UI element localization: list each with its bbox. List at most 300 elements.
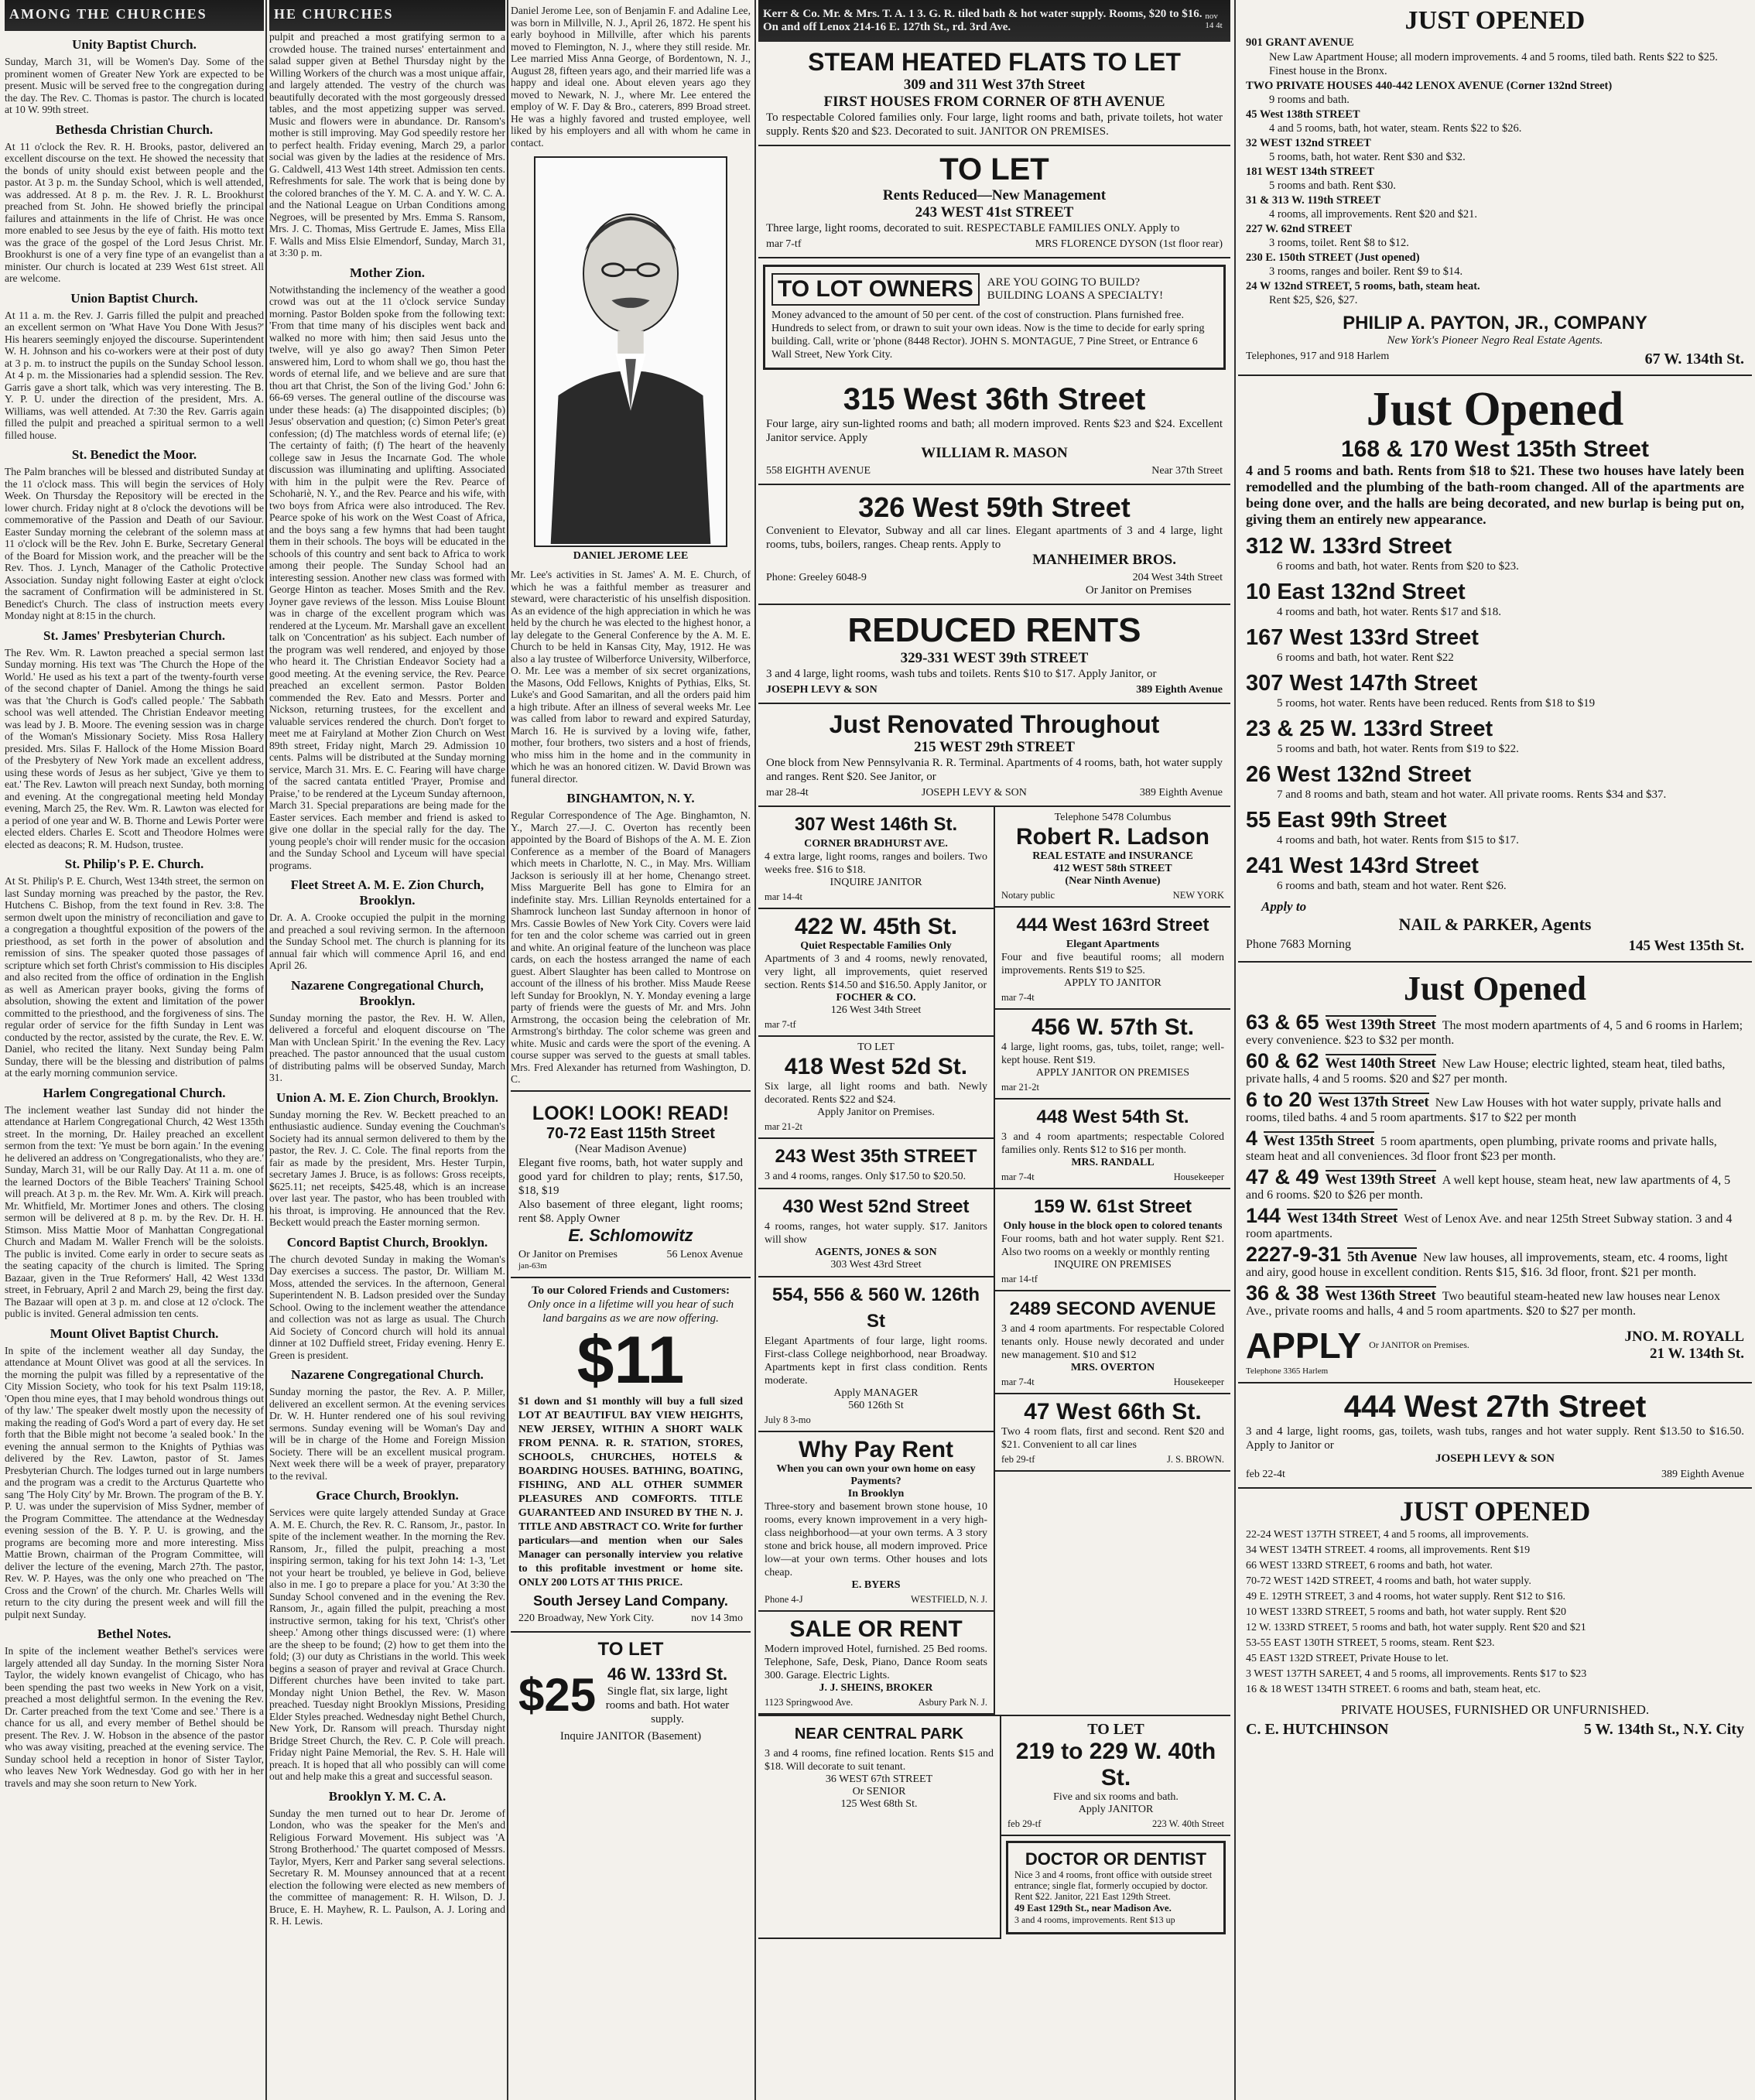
ad-address: 303 West 43rd Street [830,1259,922,1271]
land-company-ad [511,1278,751,1633]
ad-title: Robert R. Ladson [1015,824,1209,850]
ad-or: Or Janitor on Premises [1085,584,1192,597]
section-heading: Unity Baptist Church. [72,37,197,52]
ad-text: 4 large, light rooms, gas, tubs, toilet, range; well-kept house. Rent $19. [1001,1041,1224,1066]
ad-text: 4 rooms, ranges, hot water supply. $17. Janitors will show [765,1221,987,1246]
small-ad [758,1189,994,1277]
ad-near: (Near Madison Avenue) [575,1142,686,1155]
listing-detail: 9 rooms and bath. [1269,94,1350,106]
ad-right: NEW YORK [1172,890,1224,901]
listing-item [1246,1242,1744,1280]
ad-sub: Quiet Respectable Families Only [800,940,952,952]
listing-item [1246,1281,1744,1318]
masthead-strip: AMONG THE CHURCHES [5,0,264,31]
ad-title: 243 West 35th STREET [775,1146,977,1167]
listing-item [1246,136,1744,165]
portrait-illustration [535,158,726,546]
ad-sub: Rents Reduced—New Management [882,187,1107,204]
ad-text: Nice 3 and 4 rooms, front office with outside street entrance; single flat, formerly occupied by doctor. Rent $22. Janitor, 221 East 129th Street. [1014,1869,1213,1902]
agency-address: 67 W. 134th St. [1644,350,1744,368]
ad-row [766,238,1223,251]
listing-detail: 6 rooms and bath, steam and hot water. Rent $26. [1277,879,1507,892]
listing-line: 49 E. 129TH STREET, 3 and 4 rooms, hot water supply. Rent $12 to $16. [1246,1590,1565,1602]
section-heading: St. Benedict the Moor. [71,447,197,462]
listings [1246,36,1744,308]
ad-extra: 560 126th St [848,1400,904,1411]
ad-326-west-59th [758,485,1230,605]
ad-title: DOCTOR OR DENTIST [1025,1849,1207,1869]
ad-pre: TO LET [857,1041,895,1053]
agent-name: JNO. M. ROYALL [1624,1328,1744,1345]
listing-title: 10 East 132nd Street [1246,579,1466,604]
ad-address: 125 West 68th St. [840,1798,918,1810]
listing-item [1246,193,1744,222]
small-ad [758,1037,994,1139]
nail-parker-ad [1238,376,1752,963]
listing-address: 901 GRANT AVENUE [1246,36,1354,49]
listing-detail: 4 and 5 rooms, bath, hot water, steam. Rents $22 to $26. [1269,122,1522,135]
section-body: Sunday morning the Rev. W. Beckett preached to an enthusiastic audience. Sunday evening the Couchman's Society had its annual sermon delivered to them by the pastor, the Rev. J. C. Cole. The final reports from the fair as made by the president, Mrs. Hester Turpin, secretary James J. Bruce, is as follows: Gross receipts, $625.11; net receipts, $425.48, which is an increase over last year. The pastor, who has been troubled with his throat, is improving. He announced that the Rev. Beckett would preach the Easter morning sermon. [269,1108,505,1228]
listing-item [1246,1087,1744,1125]
ad-text: Four rooms, bath and hot water supply. Rent $21. Also two rooms on a weekly or monthly renting [1001,1233,1224,1258]
ad-body: $1 down and $1 monthly will buy a full sized LOT AT BEAUTIFUL BAY VIEW HEIGHTS, NEW JERSEY, WITHIN A SHORT WALK FROM PENNA. R. R. STATION, STORES, SCHOOLS, CHURCHES, HOTELS & BOARDING HOUSES. BATHING, BOATING, FISHING, AND ALL OTHER SUMMER PLEASURES AND COMFORTS. TITLE GUARANTEED AND INSURED BY THE N. J. TITLE AND ABSTRACT CO. Write for further particulars—and mention when our Sales Manager can personally interview you relative to this profitable investment or home site. ONLY 200 LOTS AT THIS PRICE. [518,1395,743,1589]
listing-address: 5th Avenue [1347,1248,1418,1265]
ad-row [1001,1377,1224,1388]
ad-title: 444 West 163rd Street [1016,915,1209,935]
section-body: pulpit and preached a most gratifying sermon to a crowded house. The trained nurses' entertainment and salad supper given at Bethel Thursday night by the Willing Workers of the church was a most unique affair, and largely attended. The vestry of the church was beautifully decorated with the most gorgeously dressed tables, and the most appetizing supper was served. Music and flowers were in abundance. Dr. Ransom's mother is still improving. May God speedily restore her to perfect health. Friday evening, March 29, a parlor social was given by the ladies at the residence of Mrs. G. Caldwell, 413 West 14th street. Admission ten cents. Refreshments for sale. The work that is being done by the colored branches of the Y. M. C. A. and Y. W. C. A. and the National League on Urban Conditions among Negroes, will be presented by Mrs. Emma S. Ransom, Mrs. J. C. Thomas, Miss Gertrude E. James, Miss Ella F. Walls and Miss Elsie Elmendorf, Sunday, March 31, at 3:30 p. m. [269,31,505,258]
listing-title: 241 West 143rd Street [1246,853,1479,878]
listings [1246,1527,1744,1698]
ad-text: Elegant five rooms, bath, hot water supply and good yard for children to play; rents, $17.50, $18, $19 [518,1156,743,1197]
ad-address: 389 Eighth Avenue [1136,684,1223,696]
section-heading: Mother Zion. [350,265,425,280]
ad-text: Three-story and basement brown stone house, 10 rooms, every known improvement in a very high-class neighborhood—at your own terms. A 3 story stone and brick house, all modern improved. Price low—at your own terms. Other houses and lots cheap. [765,1501,987,1578]
look-look-read-ad [511,1096,751,1278]
listing-line: 70-72 WEST 142D STREET, 4 rooms and bath, hot water supply. [1246,1575,1531,1587]
ad-title: 422 W. 45th St. [794,914,958,939]
rental-ad [758,146,1230,258]
ad-right: J. S. BROWN. [1167,1454,1224,1465]
listing-line: 45 EAST 132D STREET, Private House to let. [1246,1652,1449,1664]
listing-address: West 139th Street [1325,1016,1436,1033]
ad-row [1001,1171,1224,1183]
church-news-column-2 [269,0,505,2100]
listing-number: 6 to 20 [1246,1087,1312,1111]
classified-ads-column [758,0,1230,2100]
ad-title: 456 W. 57th St. [1031,1014,1195,1040]
listing-detail: 5 rooms, hot water. Rents have been reduced. Rents from $18 to $19 [1277,696,1596,710]
small-ad [995,807,1230,908]
lot-owners-box [763,265,1226,370]
bottom-right-ads [1000,1716,1230,1939]
ad-text: 4 and 5 rooms and bath. Rents from $18 to $21. These two houses have lately been remodelled and the plumbing of the bath-room changed. All of the apartments are being done over, and the halls are being decorated, and new burlap is being put on, giving them an entirely new appearance. [1246,462,1744,527]
ad-text: Six large, all light rooms and bath. Newly decorated. Rents $22 and $24. [765,1081,987,1106]
section-body: At 11 a. m. the Rev. J. Garris filled the pulpit and preached an excellent sermon on 'What Have You Done With Jesus?' His hearers seemingly enjoyed the discourse. Superintendent W. H. Johnson and his co-workers were at their post of duty at 3 p. m. to instruct the pupils on the Sunday School lesson. At 4 p. m. the Missionaries had a splendid session. The Rev. Garris gave a short talk, which was very interesting. The B. Y. P. U. under the direction of the president, Mrs. A. Williams, was well attended. At 7:30 the Rev. Garris again filled the pulpit and preached a spiritual sermon to a well filled house. [5,309,264,441]
ad-apply: APPLY TO JANITOR [1064,977,1161,989]
small-ad [995,1010,1230,1100]
ad-address: 389 Eighth Avenue [1661,1468,1744,1480]
column-rule [265,0,267,2100]
column-rule [507,0,508,2100]
ad-footer: PRIVATE HOUSES, FURNISHED OR UNFURNISHED. [1340,1702,1650,1717]
ad-company: South Jersey Land Company. [533,1592,728,1609]
listing-detail: Two beautiful steam-heated new law houses near Lenox Ave., private rooms and halls, 4 and 5 room apartments. $20 to $27 per month. [1246,1289,1720,1318]
small-ad [758,1277,994,1432]
ad-code: jan-63m [518,1260,547,1271]
listing-detail: 3 rooms, ranges and boiler. Rent $9 to $14. [1269,265,1463,278]
listing-item [1246,165,1744,193]
ad-title: 430 West 52nd Street [782,1196,970,1217]
ad-apply: APPLY JANITOR ON PREMISES [1035,1067,1190,1079]
top-banner [758,0,1230,42]
section-heading: Nazarene Congregational Church. [291,1367,484,1382]
ad-title: 159 W. 61st Street [1033,1196,1192,1217]
to-let-219-229-ad [1001,1716,1230,1836]
ad-title: 326 West 59th Street [858,491,1131,523]
ad-sub: When you can own your own home on easy Payments? [776,1463,976,1487]
section-heading: Bethel Notes. [97,1626,172,1641]
ad-apply: INQUIRE JANITOR [830,877,922,888]
ad-code: mar 7-4t [1001,1377,1035,1387]
ad-agent: JOSEPH LEVY & SON [921,787,1027,799]
small-ad [758,909,994,1037]
ad-row [1001,992,1224,1004]
church-sections [5,37,264,1789]
section-heading: Union Baptist Church. [70,290,198,306]
listing-title: 26 West 132nd Street [1246,761,1472,787]
listing-address: 227 W. 62nd STREET [1246,222,1353,235]
ad-text: 3 and 4 rooms, ranges. Only $17.50 to $20.50. [765,1171,966,1182]
ad-444-west-27th [1238,1383,1752,1489]
ad-title: NEAR CENTRAL PARK [794,1725,964,1743]
ad-title: 448 West 54th St. [1036,1106,1189,1127]
ad-owner: E. Schlomowitz [568,1225,693,1245]
apply-word: APPLY [1246,1325,1362,1366]
ad-title: JUST OPENED [1404,6,1586,35]
small-ad [758,1612,994,1715]
listing-detail: New Law Houses with hot water supply, private halls and rooms, tiled baths. 4 and 5 room apartments. $17 to $22 per month [1246,1096,1722,1124]
listing-line: 16 & 18 WEST 134TH STREET. 6 rooms and bath, steam heat, etc. [1246,1683,1541,1695]
ad-agent: MRS. RANDALL [1071,1157,1155,1168]
ad-sub: 215 WEST 29th STREET [914,739,1075,755]
listing-title: 23 & 25 W. 133rd Street [1246,716,1493,741]
ad-footer: 49 East 129th St., near Madison Ave. [1014,1902,1172,1914]
hutchinson-ad [1238,1489,1752,1745]
ad-code: mar 7-4t [1001,992,1035,1003]
ad-text: Elegant Apartments of four large, light rooms. First-class College neighborhood, near Broadway. Apartments kept in first class condition. Rents moderate. [765,1336,987,1387]
listing-detail: The most modern apartments of 4, 5 and 6 rooms in Harlem; every convenience. $23 to $32 per month. [1246,1018,1743,1047]
payton-just-opened-ad [1238,0,1752,376]
ad-address: 204 West 34th Street [1132,572,1223,583]
ad-code: mar 7-tf [765,1019,796,1030]
ad-code: mar 14-tf [1001,1274,1038,1284]
ad-sub: 309 and 311 West 37th Street [903,77,1086,93]
listing-title: 312 W. 133rd Street [1246,533,1452,559]
ad-address: 46 W. 133rd St. [607,1664,728,1684]
listing-title: 167 West 133rd Street [1246,624,1479,650]
small-ads-right [994,807,1230,1715]
lot-text: Money advanced to the amount of 50 per cent. of the cost of construction. Plans furnished free. Hundreds to select from, or drawn to suit your own ideas. Now is the time to decide for early spring building. Call, write or 'phone (8448 Rector). JOHN S. MONTAGUE, 7 Pine Street, or Entrance 6 Wall Street, New York City. [771,310,1205,361]
listing-address: West 136th Street [1325,1287,1436,1304]
church-news-column-1 [5,0,264,2100]
section-heading: Bethesda Christian Church. [55,121,214,137]
listing-number: 2227-9-31 [1246,1242,1342,1266]
bottom-ads-grid [758,1715,1230,1939]
ad-agent: AGENTS, JONES & SON [815,1247,937,1258]
ad-text: Apartments of 3 and 4 rooms, newly renovated, very light, all improvements, quiet reserved section. Rents $14.50 and $16.50. Apply Janitor, or [765,953,987,991]
ad-address: 36 WEST 67th STREET [825,1773,933,1785]
ad-code: mar 7-4t [1001,1171,1035,1182]
obituary-intro: Daniel Jerome Lee, son of Benjamin F. and Adaline Lee, was born in Millville, N. J., April 26, 1872. He spent his early boyhood in Millville, after which his parents moved to Flemington, N. J., where they still reside. Mr. Lee married Miss Anna George, of Bordentown, N. J., August 28, fifteen years ago, and their married life was a happy and ideal one. About eleven years ago they moved to Newark, N. J., where Mr. Lee entered the employ of W. F. Day & Bro., caterers, 899 Broad street. He was a highly favored and trusted employee, well liked by his employers and all with whom he came in contact. [511,5,751,149]
listing-address: West 139th Street [1325,1171,1436,1188]
listing-detail: 5 rooms, bath, hot water. Rent $30 and $32. [1269,151,1466,163]
listing-address: 45 West 138th STREET [1246,108,1360,121]
listing-detail: 6 rooms and bath, hot water. Rents from $20 to $23. [1277,559,1519,573]
listing-detail: Rent $25, $26, $27. [1269,294,1358,306]
ad-title: SALE OR RENT [789,1616,963,1642]
listings [1246,534,1744,893]
doctor-or-dentist-box [1006,1841,1226,1934]
listing-detail: 3 rooms, toilet. Rent $8 to $12. [1269,237,1409,249]
ad-sub: 168 & 170 West 135th Street [1341,436,1649,462]
listing-line: 22-24 WEST 137TH STREET, 4 and 5 rooms, all improvements. [1246,1528,1529,1541]
ad-row [765,891,987,903]
ad-text: 3 and 4 large, light rooms, gas, toilets, wash tubs, ranges and hot water supply. Rent $13.50 to $16.50. Apply to Janitor or [1246,1425,1744,1452]
section-body: The Rev. Wm. R. Lawton preached a special sermon last Sunday morning. His text was 'The Church the Hope of the World.' He used as his text a part of the twenty-fourth verse of the second chapter of Daniel. Among the things he said was that 'the Church is God's called people.' The Sabbath school was well attended. The Christian Endeavor meeting was lead by J. B. Moore. The evening session was in charge of the Woman's Missionary Society. Miss Rosa Hallery presided. Mrs. Silas F. Hallock of the Home Mission Board of the Presbytery of New York made an excellent address, using these words of Jesus as her subject, 'Give ye them to eat.' The Rev. Lawton will preach next Sunday, both morning and evening. At the congregational meeting held Monday evening, March 25, the Rev. Wm. R. Lawton was elected for a period of one year and W. B. Thorne and Lewis Porter were elected elders. Charles E. Scott and Theodore Holmes were elected as deacons; R. M. Hudson, trustee. [5,646,264,850]
listing-item [1246,222,1744,251]
ad-text: Modern improved Hotel, furnished. 25 Bed rooms. Telephone, Safe, Desk, Piano, Dance Room seats 300. Garage. Electric Lights. [765,1643,987,1681]
column-rule [1234,0,1236,2100]
agent-address: 21 W. 134th St. [1650,1345,1744,1362]
listing-number: 36 & 38 [1246,1281,1319,1305]
listing-line: 34 WEST 134TH STREET. 4 rooms, all improvements. Rent $19 [1246,1544,1531,1556]
ad-agent: MANHEIMER BROS. [1032,552,1176,568]
ad-sub: 412 WEST 58th STREET [1053,863,1172,874]
section-body: The Palm branches will be blessed and distributed Sunday at the 11 o'clock mass. This will begin the services of Holy Week. On Thursday the Repository will be erected in the lower church. Friday night at 8 o'clock the devotions will be commemorative of the Passion and Death of our Saviour. Easter Sunday morning the celebrant of the solemn mass at 11 o'clock will be the Rev. John E. Burke, Secretary General of the Board for Mission work, and the preacher will be the Rev. Thos. J. Lynch, Manager of the Catholic Protective Association. Sunday night following Easter at eight o'clock the sacrament of Confirmation will be administered in St. Benedict's Church. The class of instruction meets every Monday night at 8:15 in the church. [5,466,264,621]
ad-title: 219 to 229 W. 40th St. [1015,1739,1216,1790]
ad-agent: JOSEPH LEVY & SON [766,684,878,696]
top-banner-code: nov 14 4t [1205,12,1223,30]
listing-detail: 4 rooms and bath, hot water. Rents $17 and $18. [1277,605,1501,618]
listing-number: 60 & 62 [1246,1048,1319,1072]
ad-apply: Apply JANITOR [1078,1804,1154,1815]
ad-agent: FOCHER & CO. [836,992,916,1004]
ad-footer: 3 and 4 rooms, improvements. Rent $13 up [1014,1914,1175,1925]
ad-row [1001,1082,1224,1093]
agent-name: C. E. HUTCHINSON [1246,1720,1389,1738]
ad-text: 4 extra large, light rooms, ranges and boilers. Two weeks free. $16 to $18. [765,851,987,876]
small-ad [995,1189,1230,1291]
ad-row [765,1121,987,1133]
obituary-body: Mr. Lee's activities in St. James' A. M. E. Church, of which he was a faithful member as treasurer and steward, were characteristic of his unselfish disposition. As an evidence of the high appreciation in which he was held by the church he was elected to the highest honor, a lay delegate to the General Conference by the A. M. E. Church to be held in Kansas City, May, 1912. He was also a lay trustee of Wilberforce University, Wilberforce, O. Mr. Lee was a member of six secret organizations, the Masons, Odd Fellows, Knights of Pythias, Elks, St. Luke's and Good Samaritan, and all the orders paid him a high tribute. After an illness of several weeks Mr. Lee was called from labor to reward and expired Saturday, March 16. He is survived by a loving wife, father, mother, four brothers, two sisters and a host of friends, who miss him in the home and in the community in which he was an honored citizen. W. David Brown was funeral director. [511,569,751,785]
listing-title: 55 East 99th Street [1246,807,1447,833]
agency-sub: New York's Pioneer Negro Real Estate Agents. [1387,333,1603,347]
section-heading: Grace Church, Brooklyn. [316,1488,459,1503]
ad-right: Near 37th Street [1151,465,1223,477]
listing-line: 66 WEST 133RD STREET, 6 rooms and bath, hot water. [1246,1559,1493,1572]
section-body: In spite of the inclement weather all day Sunday, the attendance at Mount Olivet was good at all the services. In the morning the pulpit was filled by a representative of the City Mission Society, who took for his text Psalm 119:18, 'Open thou mine eyes, that I may behold wondrous things out of thy law.' The speaker dwelt mostly upon the necessity of making the reading of God's Word a part of every day. He set forth that the Bible might not become 'a sealed book.' In the evening the annual sermon to the Knights of Pythias was delivered by the Rev. Lawton, pastor of St. James Presbyterian Church. The lodges turned out in large numbers and the program was a credit to the Arcturus Quartette who sang 'The Holy City' by Mr. Brown. The program of the B. Y. P. U. was under the supervision of Miss Sydner, member of the Program Committee. The attendance at the Wednesday evening session of the B. Y. P. U. is growing, and the programs are becoming more and more interesting. Miss Mattie Brown, chairman of the Program Committee, will deliver the lecture of the evening, March 27th. The pastor, Rev. W. P. Hayes, was the only one who preached on 'The Cross and the Crown' of the church. Mr. Charles Wells will return to the city during the present week and will fill the pulpit next Sunday. [5,1344,264,1620]
section-body: At St. Philip's P. E. Church, West 134th street, the sermon on last Sunday morning was preached by the pastor, the Rev. Hutchens C. Bishop, from the text found in Rev. 3:8. The sermon dwelt upon the ministry of reconciliation and gave to a congregation a thoughtful exposition of the powers of the priesthood, as set forth in the power of absolution and remission of sins. The speaker quoted those passages of scripture which set forth Christ's commission to His disciples and also recited from the office of ordination in the English as well as American prayer books, giving the forms of absolution, showing the extent and limitation of the power committed to the priesthood, and the forgiveness of sins. The regular order of service for the fifth Sunday in Lent was conducted by the rector, assisted by the curate, the Rev. E. W. Daniel, who recited the litany. Next Sunday being Palm Sunday, there will be the blessing and distribution of palms at the early morning communion service. [5,875,264,1079]
section-body: Sunday the men turned out to hear Dr. Jerome of London, who was the speaker for the Men's and Religious Forward Movement. His subject was 'A Strong Brotherhood.' The quartet composed of Messrs. Taylor, Myers, Kerr and Parker sang several selections. Secretary R. M. Mounsey announced that at a recent election the following were elected as new members of the committee of management: R. H. Wilson, D. J. Bruce, E. H. Mayhew, R. L. Paulson, A. J. Loring and R. H. Lewis. [269,1807,505,1927]
listing-item [1246,279,1744,308]
section-heading: St. James' Presbyterian Church. [43,628,225,643]
ad-title: Just Opened [1404,969,1586,1007]
ad-ave: 56 Lenox Avenue [666,1248,743,1260]
ad-text: 3 and 4 rooms, fine refined location. Rents $15 and $18. Will decorate to suit tenant. [765,1748,994,1773]
agency-address: 145 West 135th St. [1628,937,1744,954]
ad-title: 554, 556 & 560 W. 126th St [771,1284,980,1332]
listing-address: 181 WEST 134th STREET [1246,165,1374,178]
ad-sub: CORNER BRADHURST AVE. [804,838,948,850]
ad-text: 3 and 4 room apartments. For respectable Colored tenants only. House newly decorated and under new management. $10 and $12 [1001,1323,1224,1361]
ad-title: 315 West 36th Street [843,382,1146,416]
listing-item [1246,36,1744,79]
ad-agent: E. BYERS [851,1579,901,1591]
listing-address: TWO PRIVATE HOUSES 440-442 LENOX AVENUE (Corner 132nd Street) [1246,79,1613,92]
section-body: Notwithstanding the inclemency of the weather a good crowd was out at the 11 o'clock service Sunday morning. Pastor Bolden spoke from the following text: 'From that time many of his disciples went back and walked no more with him; then said Jesus unto the twelve, will ye also go away? Then Simon Peter answered him, Lord to whom shall we go, thou hast the words of eternal life, and we believe and are sure that thou art that Christ, the Son of the living God.' John 6: 66-69 verses. The general outline of the discourse was under these heads: (a) The disappointed disciples; (b) Jesus' observation and question; (c) Simon Peter's great confession; (d) The matchless words of eternal life; (e) The certainty of faith; (f) The heart of the heavenly college saw in Jesus the Incarnate God. The whole discussion was illuminating and uplifting. Associated with him in the pulpit were the Rev. Pearce of Schohariè, N. Y., and the Rev. Pearce and his wife, with two boys from Africa were also introduced. The Rev. Pearce spoke of his work on the West Coast of Africa, and the boys sang a few hymns that had been taught them in their schools. The boys will be educated in the schools of this country and sent back to Africa to work among their people. The Sunday School had an interesting session. Another new class was formed with George Hinton as teacher. Moses Smith and the Rev. Joyner gave reviews of the lesson. Miss Louise Blount was in charge of the excellent program which was rendered at the Lyceum. Mr. Marshall gave an excellent talk on 'Concentration' as his subject. Each number of the program was well rendered, and enjoyed by those who heard it. The Christian Endeavor Society had a good meeting. At the evening service, the Rev. Pearce preached an excellent sermon. Pastor Bolden commended the Rev. Eato and Messrs. Porter and Nickson, returning trustees, for the excellent and valuable services rendered the church. Don't forget to meet me at Fairyland at Mother Zion Church on West 89th street, Friday night, March 29. Admission 10 cents. Palms will be distributed at the Sunday morning service, March 31. Mrs. E. C. Fearing will have charge of the sacred cantata entitled 'Prayer, Promise and Praise,' to be rendered at the Lyceum Sunday afternoon, March 31. Special preparations are being made for the Easter services. Each member and friend is asked to give one dollar in the special rally for the day. The young people's choir will render music for the occasion and the Sunday School and Lyceum will have special programs. [269,283,505,871]
top-banner-text: Kerr & Co. Mr. & Mrs. T. A. 1 3. G. R. tiled bath & hot water supply. Rooms, $20 to $16. On and off Lenox 214-16 E. 127th St., rd. 3rd Ave. [763,8,1202,33]
section-body: In spite of the inclement weather Bethel's services were largely attended all day Sunday. In the morning Sister Nora Taylor, the widely known evangelist of Chicago, who has been spending the past two weeks in New York on a visit, preached a most delightful sermon. In the evening the Rev. Dr. Carter preached from the text 'Come and see.' There is a chance for us all, and every member of Bethel should be present. The Rev. J. W. Hobson in the absence of the pastor who was away visiting, preached at the evening service. The Sunday school held a reception in honor of Sister Taylor, who leaves New York Wednesday. God go with her in her travels and may she soon return to New York. [5,1645,264,1789]
listing-detail: 5 rooms and bath. Rent $30. [1269,180,1396,192]
ad-title: Just Opened [1366,382,1624,436]
agent-address: 5 W. 134th St., N.Y. City [1583,1720,1744,1738]
ad-text: To respectable Colored families only. Four large, light rooms and bath, private toilets, hot water supply. Rents $20 and $23. Decorated to suit. JANITOR ON PREMISES. [766,111,1223,138]
ad-agent: WILLIAM R. MASON [921,445,1068,461]
ad-sub: (Near Ninth Avenue) [1065,875,1161,887]
listing-address: West 137th Street [1318,1093,1429,1110]
ad-title: Why Pay Rent [798,1437,954,1462]
agency-name: NAIL & PARKER, Agents [1398,914,1592,934]
listing-item [1246,251,1744,279]
section-heading: Harlem Congregational Church. [43,1085,226,1100]
section-body: At 11 o'clock the Rev. R. H. Brooks, pastor, delivered an excellent discourse on the text. He showed the necessity that the bonds of unity should exist between people and the pastor. At 3 p. m. the Sunday School, which is well attended, was addressed. At 8 p. m. the Rev. J. R. L. Brookhurst preached from St. John. He showed briefly the principal failures and attainments in the life of Christ. He was once more enabled to see Jesus by the eye of faith. His motto text was the grace of the gospel of the Lord Jesus Christ. Mr. Brookhurst is one of a very fine type of an evangelist than a minister. Our church is located at 239 West 61st street. All are welcome. [5,140,264,284]
ad-apply: Apply Janitor on Premises. [817,1106,935,1118]
ad-row [765,1414,987,1426]
listing-address: West 135th Street [1264,1132,1375,1149]
ad-code: mar 28-4t [766,787,809,799]
ad-sub: FIRST HOUSES FROM CORNER OF 8TH AVENUE [823,94,1165,110]
just-renovated-ad [758,704,1230,807]
listing-number: 63 & 65 [1246,1010,1319,1034]
ad-title: Just Renovated Throughout [829,710,1160,738]
listing-detail: 5 room apartments, open plumbing, private rooms and private halls, steam heat and all conveniences. 3d floor front $23 per month. [1246,1134,1717,1163]
ad-row [765,1019,987,1031]
ad-title: JUST OPENED [1399,1495,1591,1527]
apply-or: Or JANITOR on Premises. [1369,1339,1469,1350]
ad-title: 418 West 52d St. [784,1054,968,1079]
section-body: The church devoted Sunday in making the Woman's Day exercises a success. The pastor, Dr. William M. Moss, attended the services. In the afternoon, General Superintendent N. B. Ladson presided over the Sunday School. Owing to the inclement weather the attendance and collection was not as large as usual. The Church Aid Society of Concord church will hold its annual dinner at 102 Duffield street, Friday evening. Henry E. Green is president. [269,1253,505,1361]
ad-text: Convenient to Elevator, Subway and all car lines. Elegant apartments of 3 and 4 large, light rooms, tubs, boilers, ranges. Cheap rents. Apply to [766,525,1223,551]
reduced-rents-ad [758,605,1230,704]
ad-text: Two 4 room flats, first and second. Rent $20 and $21. Convenient to all car lines [1001,1426,1224,1451]
ad-left: Notary public [1001,890,1055,901]
listing-detail: A well kept house, steam heat, new law apartments of 4, 5 and 6 rooms. $20 to $26 per month. [1246,1173,1731,1202]
section-heading: Mount Olivet Baptist Church. [50,1325,219,1341]
agent-phone: Telephone 3365 Harlem [1246,1366,1329,1376]
listing-detail: New Law House; electric lighted, steam heat, tiled baths, private halls, 4 and 5 rooms. $20 and $27 per month. [1246,1057,1726,1086]
listing-item [1246,1126,1744,1164]
ad-code: mar 7-tf [766,238,802,250]
listing-address: 32 WEST 132nd STREET [1246,136,1371,149]
listing-line: 3 WEST 137TH SAREET, 4 and 5 rooms, all improvements. Rents $17 to $23 [1246,1667,1587,1680]
listing-detail: 4 rooms, all improvements. Rent $20 and $21. [1269,208,1478,221]
listing-line: 10 WEST 133RD STREET, 5 rooms and bath, hot water supply. Rent $20 [1246,1606,1567,1618]
church-sections [269,31,505,1927]
masthead-strip: HE CHURCHES [269,0,505,31]
column-rule [754,0,756,2100]
section-heading: Nazarene Congregational Church, Brooklyn. [291,977,484,1008]
ad-phone: Phone: Greeley 6048-9 [766,572,867,583]
listing-address: 230 E. 150th STREET (Just opened) [1246,251,1420,264]
to-let-46-w-133rd-ad [511,1633,751,1749]
ad-title: REDUCED RENTS [847,611,1141,649]
ad-right: Asbury Park N. J. [918,1697,987,1708]
ad-address: 223 W. 40th Street [1151,1818,1224,1829]
real-estate-column [1238,0,1752,2100]
ad-text: Single flat, six large, light rooms and bath. Hot water supply. [605,1684,730,1725]
ad-address: 389 Eighth Avenue [1139,787,1223,799]
listing-address: 24 W 132nd STREET, 5 rooms, bath, steam heat. [1246,279,1480,292]
ad-title: 307 West 146th St. [794,814,958,835]
ad-apply: Inquire JANITOR (Basement) [559,1729,702,1743]
near-central-park-ad [758,1716,1000,1939]
listing-detail: West of Lenox Ave. and near 125th Street Subway station. 3 and 4 room apartments. [1246,1212,1733,1240]
ad-text: Also basement of three elegant, light rooms; rent $8. Apply Owner [518,1198,743,1225]
listing-item [1246,1203,1744,1241]
agency-phone: Telephones, 917 and 918 Harlem [1246,350,1390,362]
small-ad [995,1291,1230,1394]
lot-question: BUILDING LOANS A SPECIALTY! [987,289,1164,302]
listing-number: 4 [1246,1126,1258,1150]
ad-text: Three large, light rooms, decorated to suit. RESPECTABLE FAMILIES ONLY. Apply to [766,222,1180,234]
listing-detail: 7 and 8 rooms and bath, steam and hot water. All private rooms. Rents $34 and $37. [1277,788,1667,801]
section-body: The inclement weather last Sunday did not hinder the attendance at Harlem Congregational Church, 42 West 135th street. In the morning, Dr. Hailey preached an excellent sermon from the text: 'Ye must be born again.' In the evening he delivered an address on 'Congregationalists, who they are.' Sunday, March 31, will be our Rally Day. At 11 a. m. one of the learned Doctors of the Bible Teachers' Training School will preach. At 3 p. m. the Rev. Mr. Wm. A. Kirk will preach. Mr. Whitfield, Mr. Mortimer Jones and others. The closing sermon will be delivered at 8 p. m. by the Rev. Dr. H. H. Stimson. Miss Mattie Moor of Manhattan Congregational Church and Madam M. Waller French will be the soloists. The public is invited. Come early in order to secure seats as the seating capacity of the church is limited. The Spring Bazaar, given in the True Reformers' Hall, 42 West 133d street, in February, April 2 and March 29, being the first day. The Bazaar will open at 3 p. m. and close at 12 o'clock. The public is invited. General admission ten cents. [5,1103,264,1319]
section-heading: St. Philip's P. E. Church. [64,857,204,871]
apply-to: Apply to [1261,898,1307,914]
ad-agent: JOSEPH LEVY & SON [1435,1452,1555,1465]
ad-left: 1123 Springwood Ave. [765,1697,854,1708]
ad-text: Four large, airy sun-lighted rooms and bath; all modern improved. Rents $23 and $24. Excellent Janitor service. Apply [766,418,1223,444]
portrait-caption: DANIEL JEROME LEE [573,550,689,562]
ad-sub: Elegant Apartments [1066,939,1160,950]
small-ad [995,908,1230,1010]
section-body: Dr. A. A. Crooke occupied the pulpit in the morning and preached a soul reviving sermon. In the afternoon the Sunday School met. The church is planning for its annual fair which will commence April 16, and end April 26. [269,911,505,971]
binghamton-body: Regular Correspondence of The Age. Binghamton, N. Y., March 27.—J. C. Overton has recently been appointed by the Board of Bishops of the A. M. E. Zion Conference as a member of the Board of Managers which meets in Charlotte, N. C., in May. Mrs. William Jackson is seriously ill at her home, Chenango street. Miss Marguerite Bell has gone to Elmira for an indefinite stay. Mrs. Lillian Reynolds entertained for a Shamrock luncheon last Sunday afternoon in honor of Mrs. Cassie Bowles of New York City. Covers were laid for ten and the color scheme was carried out in green and white. An original feature of the luncheon was place cards, on each the hostess arranged the name of each guest. Albert Slaughter has been called to Montrose on account of the illness of his brother. Miss Maude Reese left Sunday for Brooklyn, N. Y. Monday evening a large party of friends were the guests of Mr. and Mrs. John Armstrong, the occasion being the celebration of Mr. Armstrong's birthday. The color scheme was green and white. Music and cards were the sport of the evening. A course supper was served to the guests at small tables. Mrs. Fred Alexander has returned from Washington, D. C. [511,809,751,1085]
small-ad [995,1100,1230,1189]
listing-detail: 6 rooms and bath, hot water. Rent $22 [1277,651,1454,664]
ad-sub: 329-331 WEST 39th STREET [900,650,1089,666]
listing-item [1246,1165,1744,1202]
small-ad [758,1139,994,1189]
agency-name: PHILIP A. PAYTON, JR., COMPANY [1343,312,1647,333]
listing-detail: New law houses, all improvements, steam, etc. 4 rooms, light and airy, good house in excellent condition. Rents $15, $16. 3d floor, front. $21 per month. [1246,1250,1728,1279]
listing-number: 144 [1246,1203,1281,1227]
rental-ads [758,42,1230,258]
ad-sub: Only house in the block open to colored tenants [1003,1220,1223,1232]
rental-ad [758,42,1230,146]
ad-or: Or SENIOR [852,1786,906,1797]
section-body: Sunday, March 31, will be Women's Day. Some of the prominent women of Greater New York are expected to be present. Music will be served free to the congregation during the day. The Rev. C. Thomas is pastor. The church is located at 10 W. 99th street. [5,56,264,115]
obituary-column [511,0,751,2100]
ad-row [1001,890,1224,901]
section-body: Sunday morning the pastor, the Rev. H. W. Allen, delivered a forceful and eloquent discourse on 'The Man with Unclean Spirit.' In the evening the Rev. Lacy preached. The pastor announced that the usual custom of distributing palms will be observed Sunday, March 31. [269,1011,505,1083]
ad-lead: To our Colored Friends and Customers: [532,1284,730,1297]
listing-address: 31 & 313 W. 119th STREET [1246,193,1381,207]
listing-item [1246,79,1744,108]
ad-left: feb 29-tf [1001,1454,1035,1465]
listing-item [1246,1010,1744,1048]
ad-315-west-36th [758,376,1230,485]
